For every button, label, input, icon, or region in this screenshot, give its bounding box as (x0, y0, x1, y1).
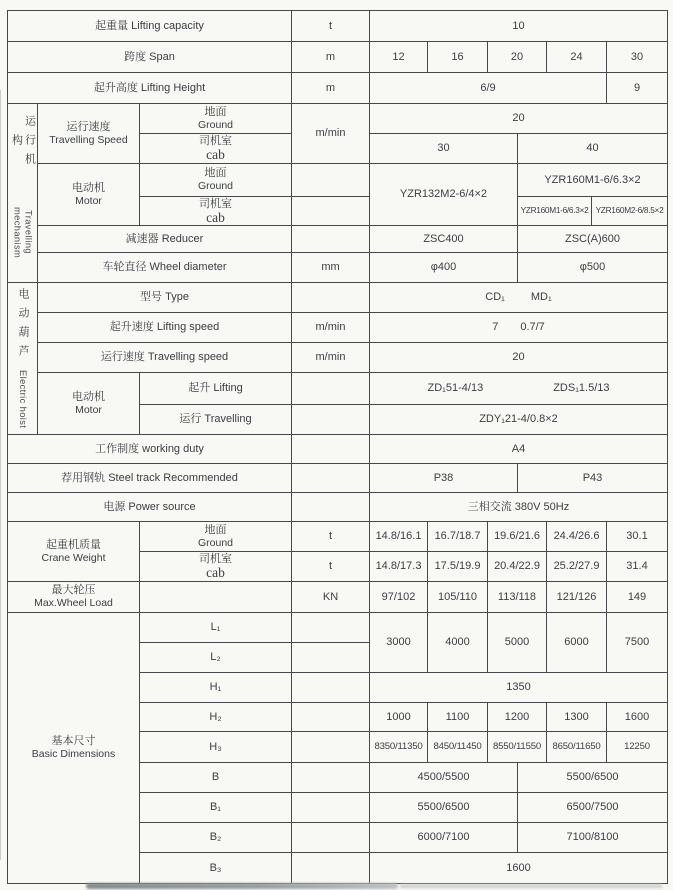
lifting-height-label: 起升高度 Lifting Height (8, 73, 292, 104)
hoist-lifting-speed-unit: m/min (292, 313, 370, 343)
dim-h2-v3: 1200 (488, 703, 547, 732)
steel-track-label: 荐用钢轨 Steel track Recommended (8, 464, 292, 493)
travelling-speed-cab-sublabel-line2: cab (206, 147, 225, 163)
span-unit: m (292, 42, 370, 73)
travel-motor-ground-sublabel-line1: 地面 (204, 167, 227, 180)
steel-track-value-left: P38 (370, 464, 518, 493)
steel-track-value-right: P43 (518, 464, 667, 493)
dim-h2-unit (292, 703, 370, 732)
crane-weight-ground-v4: 24.4/26.6 (547, 522, 607, 552)
crane-weight-cab-v1: 14.8/17.3 (370, 552, 428, 582)
basic-dimensions-label-line2: Basic Dimensions (31, 748, 116, 761)
travel-motor-label (38, 164, 140, 226)
crane-weight-ground-v3: 19.6/21.6 (488, 522, 547, 552)
crane-weight-cab-v5: 31.4 (607, 552, 667, 582)
reducer-value-right: ZSC(A)600 (518, 226, 667, 253)
dim-b1-unit (292, 793, 370, 823)
hoist-motor-travelling-sublabel: 运行 Travelling (140, 405, 292, 435)
power-source-label: 电源 Power source (8, 493, 292, 522)
dim-h2-sublabel: H₂ (140, 703, 292, 732)
travelling-speed-cab-sublabel (140, 134, 292, 164)
dim-b2-value-right: 7100/8100 (518, 823, 667, 853)
span-value-24: 24 (547, 42, 607, 73)
dim-h3-v4: 8650/11650 (547, 732, 607, 763)
crane-weight-ground-sublabel-line1: 地面 (204, 523, 227, 536)
hoist-type-label: 型号 Type (38, 283, 292, 313)
dim-b2-unit (292, 823, 370, 853)
hoist-motor-label (38, 373, 140, 435)
travelling-speed-label-line1: 运行速度 (66, 120, 111, 133)
hoist-lifting-speed-value (370, 313, 667, 343)
travel-motor-cab-sublabel (140, 197, 292, 226)
travel-motor-value-cab-1: YZR160M1-6/6.3×2 (518, 197, 592, 226)
travel-motor-cab-sublabel-line2: cab (206, 209, 225, 225)
hoist-motor-unit-travelling (292, 405, 370, 435)
hoist-lifting-speed-label: 起升速度 Lifting speed (38, 313, 292, 343)
working-duty-unit (292, 435, 370, 464)
electric-hoist-strip-en-text: Electric hoist (17, 370, 28, 429)
travelling-speed-ground-sublabel-line2: Ground (197, 118, 234, 131)
reducer-value-left: ZSC400 (370, 226, 518, 253)
travel-motor-value-left: YZR132M2-6/4×2 (370, 164, 518, 226)
crane-weight-cab-v4: 25.2/27.9 (547, 552, 607, 582)
dim-h2-v1: 1000 (370, 703, 428, 732)
dim-b3-unit (292, 853, 370, 883)
travelling-mechanism-strip (8, 104, 38, 283)
crane-weight-label-line1: 起重机质量 (46, 538, 101, 551)
max-wheel-load-unit: KN (292, 582, 370, 613)
dim-b1-value-right: 6500/7500 (518, 793, 667, 823)
hoist-motor-label-line2: Motor (75, 403, 102, 416)
electric-hoist-strip (8, 283, 38, 435)
reducer-label: 减速器 Reducer (38, 226, 292, 253)
dim-b-sublabel: B (140, 763, 292, 793)
travelling-speed-label-line2: Travelling Speed (49, 133, 128, 146)
crane-weight-cab-sublabel (140, 552, 292, 582)
hoist-type-value-part2: MD₁ (530, 291, 552, 304)
travel-motor-cab-sublabel-line1: 司机室 (199, 197, 232, 210)
wheel-diameter-label: 车轮直径 Wheel diameter (38, 253, 292, 283)
scan-smudge-right (400, 884, 662, 888)
travel-motor-unit-cab (292, 197, 370, 226)
crane-weight-ground-sublabel (140, 522, 292, 552)
dim-h3-v2: 8450/11450 (428, 732, 488, 763)
wheel-diameter-unit: mm (292, 253, 370, 283)
travelling-mechanism-strip-zh-text: 运行机构 (10, 114, 36, 172)
span-label: 跨度 Span (8, 42, 292, 73)
hoist-motor-lifting-value (370, 373, 667, 405)
travelling-speed-ground-sublabel-line1: 地面 (204, 105, 227, 118)
hoist-motor-lifting-value-part2: ZDS₁1.5/13 (553, 382, 610, 395)
travelling-speed-ground-sublabel (140, 104, 292, 134)
hoist-lifting-speed-value-part2: 0.7/7 (520, 321, 545, 334)
hoist-motor-unit-lifting (292, 373, 370, 405)
dim-l2-unit (292, 643, 370, 673)
dim-l2-sublabel: L₂ (140, 643, 292, 673)
crane-weight-label-line2: Crane Weight (41, 551, 106, 564)
max-wheel-load-v4: 121/126 (547, 582, 607, 613)
dim-l1-sublabel: L₁ (140, 613, 292, 643)
scan-edge-artifact (0, 90, 1, 860)
travel-motor-value-ground-right: YZR160M1-6/6.3×2 (518, 164, 667, 197)
dim-b2-sublabel: B₂ (140, 823, 292, 853)
dim-h2-v4: 1300 (547, 703, 607, 732)
crane-weight-cab-unit: t (292, 552, 370, 582)
spec-table (7, 10, 668, 884)
span-value-16: 16 (428, 42, 488, 73)
max-wheel-load-sub-empty (140, 582, 292, 613)
lifting-height-value-30m: 9 (607, 73, 667, 104)
dim-l1-unit (292, 613, 370, 643)
hoist-motor-lifting-value-part1: ZD₁51-4/13 (427, 382, 484, 395)
wheel-diameter-value-left: φ400 (370, 253, 518, 283)
hoist-travelling-speed-value: 20 (370, 343, 667, 373)
dim-h3-v1: 8350/11350 (370, 732, 428, 763)
max-wheel-load-label-line2: Max.Wheel Load (34, 597, 113, 610)
crane-weight-cab-sublabel-line2: cab (206, 565, 225, 581)
travelling-speed-cab-sublabel-line1: 司机室 (199, 135, 232, 148)
dim-l-v4: 6000 (547, 613, 607, 673)
max-wheel-load-v3: 113/118 (488, 582, 547, 613)
dim-h3-v5: 12250 (607, 732, 667, 763)
crane-weight-ground-v5: 30.1 (607, 522, 667, 552)
dim-h3-v3: 8550/11550 (488, 732, 547, 763)
reducer-unit (292, 226, 370, 253)
max-wheel-load-v2: 105/110 (428, 582, 488, 613)
max-wheel-load-label (8, 582, 140, 613)
hoist-travelling-speed-label: 运行速度 Travelling speed (38, 343, 292, 373)
dim-l-v1: 3000 (370, 613, 428, 673)
travel-motor-label-line1: 电动机 (72, 181, 105, 194)
travelling-speed-unit: m/min (292, 104, 370, 164)
basic-dimensions-label-line1: 基本尺寸 (51, 735, 96, 748)
steel-track-unit (292, 464, 370, 493)
hoist-type-unit (292, 283, 370, 313)
dim-b-value-left: 4500/5500 (370, 763, 518, 793)
crane-weight-ground-v1: 14.8/16.1 (370, 522, 428, 552)
crane-weight-cab-v2: 17.5/19.9 (428, 552, 488, 582)
hoist-lifting-speed-value-part1: 7 (492, 321, 499, 334)
basic-dimensions-label (8, 613, 140, 883)
wheel-diameter-value-right: φ500 (518, 253, 667, 283)
working-duty-value: A4 (370, 435, 667, 464)
travelling-mechanism-strip-en-text: Travelling mechanism (12, 206, 34, 258)
travel-motor-ground-sublabel (140, 164, 292, 197)
working-duty-label: 工作制度 working duty (8, 435, 292, 464)
span-value-30: 30 (607, 42, 667, 73)
max-wheel-load-v5: 149 (607, 582, 667, 613)
travel-motor-value-cab-2: YZR160M2-6/8.5×2 (592, 197, 667, 226)
dim-b3-value: 1600 (506, 861, 531, 874)
power-source-unit (292, 493, 370, 522)
hoist-motor-lifting-sublabel: 起升 Lifting (140, 373, 292, 405)
dim-h1-sublabel: H₁ (140, 673, 292, 703)
dim-b-value-right: 5500/6500 (518, 763, 667, 793)
dim-b1-sublabel: B₁ (140, 793, 292, 823)
hoist-motor-label-line1: 电动机 (72, 390, 105, 403)
travelling-speed-label (38, 104, 140, 164)
dim-h2-v2: 1100 (428, 703, 488, 732)
travelling-speed-cab-value-30: 30 (370, 134, 518, 164)
travelling-speed-ground-value: 20 (370, 104, 667, 134)
travel-motor-ground-sublabel-line2: Ground (197, 180, 234, 193)
travel-motor-label-line2: Motor (75, 194, 102, 207)
lifting-capacity-label: 起重量 Lifting capacity (8, 11, 292, 42)
hoist-motor-travelling-value: ZDY₁21-4/0.8×2 (370, 405, 667, 435)
dim-h1-value: 1350 (370, 673, 667, 703)
crane-weight-cab-v3: 20.4/22.9 (488, 552, 547, 582)
travelling-speed-cab-value-40: 40 (518, 134, 667, 164)
dim-b1-value-left: 5500/6500 (370, 793, 518, 823)
lifting-capacity-value: 10 (370, 11, 667, 42)
dim-h3-sublabel: H₃ (140, 732, 292, 763)
lifting-capacity-unit: t (292, 11, 370, 42)
crane-weight-ground-sublabel-line2: Ground (197, 536, 234, 549)
hoist-travelling-speed-unit: m/min (292, 343, 370, 373)
scan-smudge-left (86, 883, 398, 889)
hoist-type-value-part1: CD₁ (485, 291, 505, 304)
crane-weight-cab-sublabel-line1: 司机室 (199, 553, 232, 566)
span-value-12: 12 (370, 42, 428, 73)
dim-l-v2: 4000 (428, 613, 488, 673)
crane-weight-ground-v2: 16.7/18.7 (428, 522, 488, 552)
crane-weight-label (8, 522, 140, 582)
lifting-height-unit: m (292, 73, 370, 104)
dim-b2-value-left: 6000/7100 (370, 823, 518, 853)
span-value-20: 20 (488, 42, 547, 73)
lifting-height-value-main: 6/9 (370, 73, 607, 104)
max-wheel-load-label-line1: 最大轮压 (51, 584, 96, 597)
dim-h3-unit (292, 732, 370, 763)
hoist-type-value (370, 283, 667, 313)
electric-hoist-strip-zh-text: 电动葫芦 (16, 288, 29, 365)
dim-h2-v5: 1600 (607, 703, 667, 732)
dim-h1-unit (292, 673, 370, 703)
travel-motor-unit-ground (292, 164, 370, 197)
crane-weight-ground-unit: t (292, 522, 370, 552)
dim-b3-sublabel: B₃ (140, 853, 292, 883)
dim-l-v5: 7500 (607, 613, 667, 673)
dim-l-v3: 5000 (488, 613, 547, 673)
max-wheel-load-v1: 97/102 (370, 582, 428, 613)
dim-b-unit (292, 763, 370, 793)
power-source-value: 三相交流 380V 50Hz (370, 493, 667, 522)
